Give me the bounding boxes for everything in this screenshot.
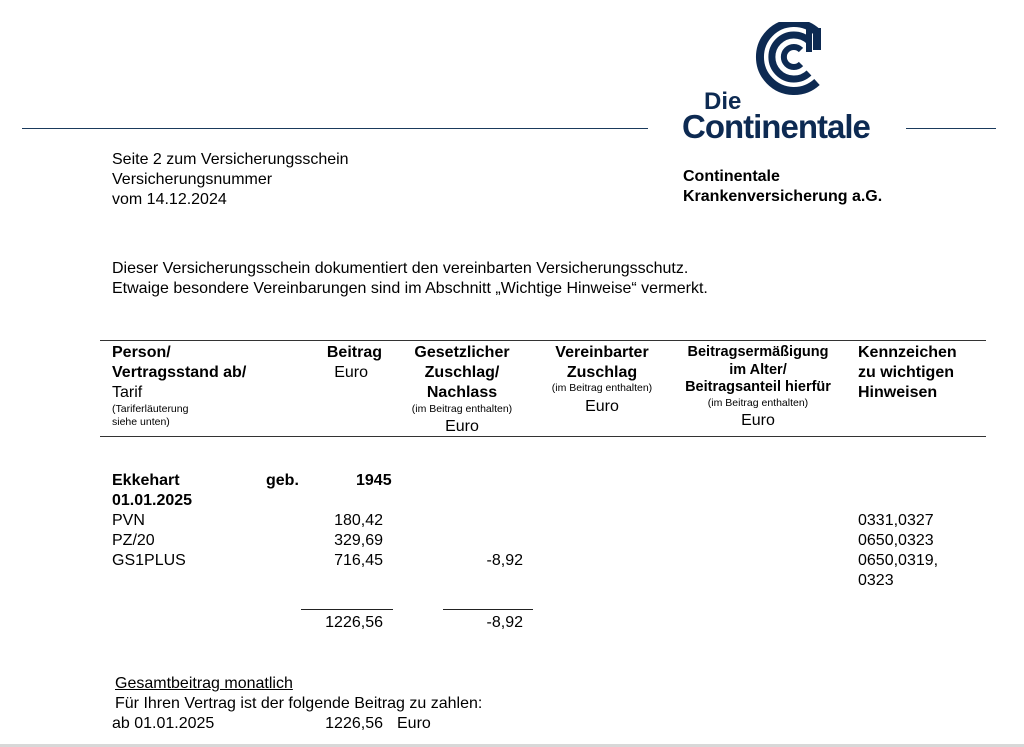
col1-l1: Person/ <box>112 344 171 361</box>
row-tarif: PVN <box>112 512 145 529</box>
col6-l2: zu wichtigen <box>858 364 954 381</box>
col5-l1: Beitragsermäßigung <box>687 344 829 360</box>
col1-l2: Vertragsstand ab/ <box>112 364 247 381</box>
col3-l2: Zuschlag/ <box>424 364 500 381</box>
row-hinweise: 0331,0327 <box>858 512 934 529</box>
col3-l4: Euro <box>445 418 479 435</box>
col6-l1: Kennzeichen <box>858 344 957 361</box>
row-hinweise-cont: 0323 <box>858 572 894 589</box>
col3-l3: Nachlass <box>426 384 498 401</box>
col4-s1: (im Beitrag enthalten) <box>551 382 653 394</box>
row-hinweise: 0650,0323 <box>858 532 934 549</box>
intro-line1: Dieser Versicherungsschein dokumentiert den vereinbarten Versicherungsschutz. <box>112 260 689 277</box>
col1-s1: (Tariferläuterung <box>112 403 189 415</box>
col5-l2: im Alter/ <box>729 362 787 378</box>
logo-continentale: Continentale <box>682 108 870 145</box>
col2-l2: Euro <box>334 364 368 381</box>
table-header-bottom-rule <box>100 436 986 437</box>
row-tarif: GS1PLUS <box>112 552 186 569</box>
col5-s1: (im Beitrag enthalten) <box>707 397 809 409</box>
row-zuschlag: -8,92 <box>486 552 523 569</box>
company-name-line1: Continentale <box>683 168 780 185</box>
person-name: Ekkehart <box>112 472 180 489</box>
col3-l1: Gesetzlicher <box>414 344 510 361</box>
col6-l3: Hinweisen <box>858 384 938 401</box>
sum-line-beitrag <box>301 609 393 610</box>
col4-l3: Euro <box>585 398 619 415</box>
policy-number-label: Versicherungsnummer <box>112 171 273 188</box>
header-rule-right <box>906 128 996 129</box>
col1-l3: Tarif <box>112 384 143 401</box>
summary-amount: 1226,56 <box>325 715 383 732</box>
header-rule-left <box>22 128 648 129</box>
col4-l2: Zuschlag <box>566 364 638 381</box>
table-top-rule <box>100 340 986 341</box>
company-name-line2: Krankenversicherung a.G. <box>683 188 883 205</box>
summary-heading: Gesamtbeitrag monatlich <box>115 675 293 692</box>
row-beitrag: 329,69 <box>334 532 383 549</box>
total-beitrag: 1226,56 <box>325 614 383 631</box>
contract-since: 01.01.2025 <box>112 492 193 509</box>
summary-text: Für Ihren Vertrag ist der folgende Beitrag zu zahlen: <box>115 695 483 712</box>
row-tarif: PZ/20 <box>112 532 155 549</box>
row-hinweise: 0650,0319, <box>858 552 939 569</box>
logo-die: Die <box>704 88 742 115</box>
col2-l1: Beitrag <box>326 344 382 361</box>
row-beitrag: 716,45 <box>334 552 383 569</box>
summary-from: ab 01.01.2025 <box>112 715 215 732</box>
total-zuschlag: -8,92 <box>486 614 523 631</box>
company-logo <box>682 22 882 145</box>
policy-date: vom 14.12.2024 <box>112 191 227 208</box>
person-born-year: 1945 <box>356 472 392 489</box>
col3-s1: (im Beitrag enthalten) <box>411 403 513 415</box>
col4-l1: Vereinbarter <box>555 344 649 361</box>
sum-line-zuschlag <box>443 609 533 610</box>
intro-line2: Etwaige besondere Vereinbarungen sind im Abschnitt „Wichtige Hinweise“ vermerkt. <box>112 280 708 297</box>
col1-s2: siehe unten) <box>112 416 170 428</box>
row-beitrag: 180,42 <box>334 512 383 529</box>
col5-l4: Euro <box>741 412 775 429</box>
summary-currency: Euro <box>397 715 431 732</box>
col5-l3: Beitragsanteil hierfür <box>685 379 831 395</box>
page-indicator: Seite 2 zum Versicherungsschein <box>112 151 349 168</box>
person-born-label: geb. <box>266 472 299 489</box>
